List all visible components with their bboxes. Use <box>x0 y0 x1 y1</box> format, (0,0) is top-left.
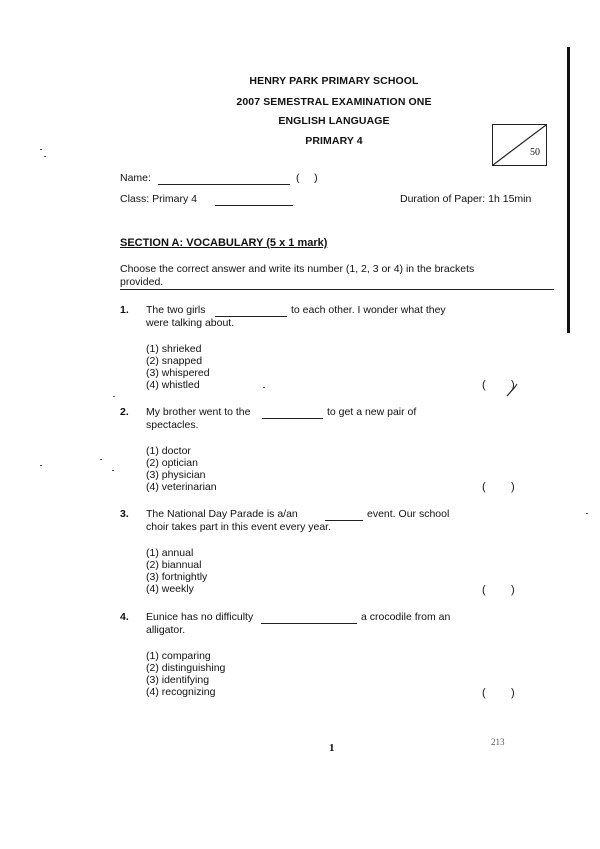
option: (2) biannual <box>146 559 202 571</box>
answer-bracket-open[interactable]: ( <box>482 687 486 699</box>
question-number: 2. <box>120 406 129 418</box>
option: (3) physician <box>146 469 206 481</box>
level-title: PRIMARY 4 <box>305 135 363 147</box>
exam-title: 2007 SEMESTRAL EXAMINATION ONE <box>236 96 432 108</box>
scan-speck <box>112 470 114 471</box>
question-text: a crocodile from an <box>361 611 451 623</box>
name-brackets: ( ) <box>296 172 318 184</box>
option: (2) optician <box>146 457 198 469</box>
section-title: SECTION A: VOCABULARY (5 x 1 mark) <box>120 237 328 249</box>
option: (4) veterinarian <box>146 481 217 493</box>
option: (1) shrieked <box>146 343 202 355</box>
page-number: 1 <box>329 742 335 754</box>
answer-bracket-close: ) <box>511 379 515 391</box>
answer-bracket-close: ) <box>511 481 515 493</box>
scan-speck <box>113 396 115 397</box>
answer-bracket-open[interactable]: ( <box>482 584 486 596</box>
margin-bar <box>567 47 570 333</box>
option: (3) fortnightly <box>146 571 208 583</box>
scan-speck <box>40 149 42 150</box>
question-text: My brother went to the <box>146 406 251 418</box>
pen-mark <box>505 383 519 397</box>
option: (4) whistled <box>146 379 200 391</box>
question-text: The two girls <box>146 304 206 316</box>
question-text: to get a new pair of <box>327 406 417 418</box>
option: (1) comparing <box>146 650 211 662</box>
score-diagonal <box>493 125 546 165</box>
question-text: Eunice has no difficulty <box>146 611 254 623</box>
section-divider <box>120 289 554 290</box>
scan-speck <box>586 513 588 514</box>
option: (3) whispered <box>146 367 210 379</box>
answer-blank <box>261 623 357 624</box>
option: (1) annual <box>146 547 194 559</box>
answer-blank <box>262 418 323 419</box>
question-text: The National Day Parade is a/an <box>146 508 298 520</box>
option: (2) distinguishing <box>146 662 226 674</box>
section-instruction: Choose the correct answer and write its number (1, 2, 3 or 4) in the brackets <box>120 263 475 275</box>
question-number: 3. <box>120 508 129 520</box>
scan-speck <box>44 156 46 157</box>
option: (3) identifying <box>146 674 210 686</box>
option: (2) snapped <box>146 355 203 367</box>
score-box <box>492 124 547 166</box>
corner-number: 213 <box>491 737 505 747</box>
answer-bracket-close: ) <box>511 584 515 596</box>
question-text: to each other. I wonder what they <box>291 304 446 316</box>
school-name: HENRY PARK PRIMARY SCHOOL <box>249 75 419 87</box>
question-number: 1. <box>120 304 129 316</box>
name-blank[interactable] <box>158 184 290 185</box>
scan-speck <box>100 459 102 460</box>
option: (4) recognizing <box>146 686 216 698</box>
option: (4) weekly <box>146 583 194 595</box>
answer-bracket-close: ) <box>511 687 515 699</box>
name-label: Name: <box>120 172 151 184</box>
subject-title: ENGLISH LANGUAGE <box>278 115 390 127</box>
question-text: were talking about. <box>146 317 235 329</box>
score-total: 50 <box>530 147 540 158</box>
question-text: spectacles. <box>146 419 199 431</box>
scan-speck <box>40 465 42 466</box>
question-text: event. Our school <box>367 508 450 520</box>
duration-text: Duration of Paper: 1h 15min <box>400 193 532 205</box>
class-blank[interactable] <box>215 205 293 206</box>
class-label: Class: Primary 4 <box>120 193 198 205</box>
answer-bracket-open[interactable]: ( <box>482 379 486 391</box>
section-instruction-2: provided. <box>120 276 164 288</box>
scan-speck <box>263 387 265 388</box>
option: (1) doctor <box>146 445 191 457</box>
question-text: alligator. <box>146 624 186 636</box>
answer-bracket-open[interactable]: ( <box>482 481 486 493</box>
question-number: 4. <box>120 611 129 623</box>
question-text: choir takes part in this event every year. <box>146 521 332 533</box>
